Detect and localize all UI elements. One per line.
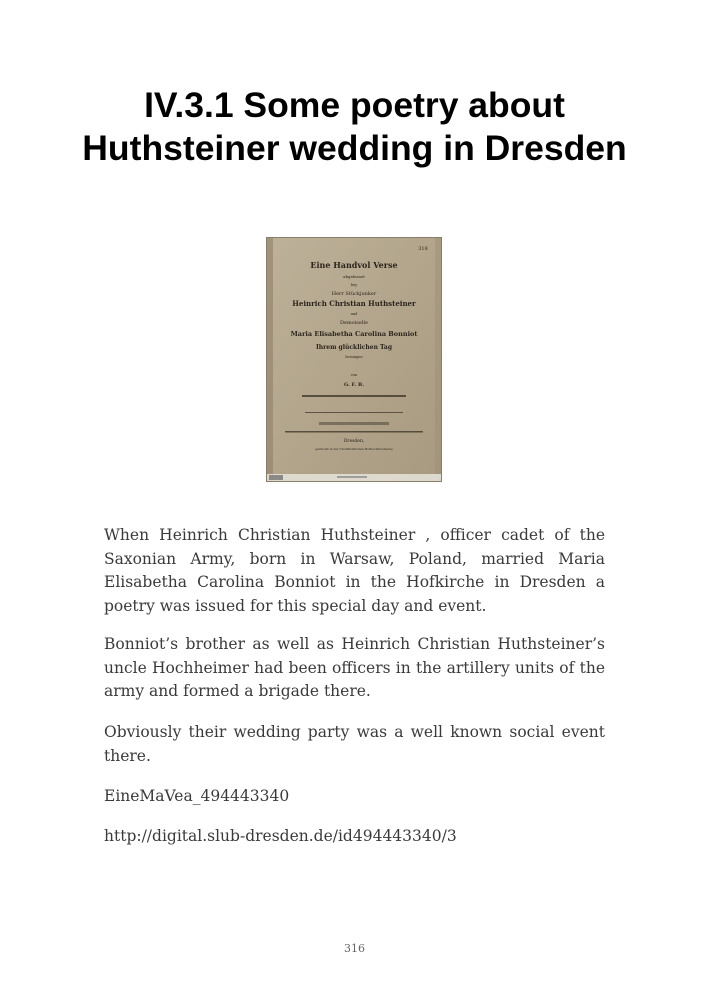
scan-line-4: Herr Stückjunker — [331, 291, 377, 297]
paragraph-reference-id: EineMaVea_494443340 — [104, 787, 290, 805]
scan-line-2: abgefasset — [343, 274, 365, 279]
scan-line-9: Ihrem glücklichen Tag — [315, 344, 393, 351]
source-link[interactable]: http://digital.slub-dresden.de/id494443340/3 — [104, 827, 457, 845]
paragraph-wedding-intro: When Heinrich Christian Huthsteiner , officer cadet of the Saxonian Army, born in Warsaw, Poland, married Maria Elisabetha Carolina Bonniot in the Hofkirche in Dresden a poetry was issued for this special day and event. — [104, 526, 605, 615]
scan-line-6: und — [350, 312, 358, 316]
paragraph-social-event: Obviously their wedding party was a well known social event there. — [104, 723, 605, 765]
scan-line-10: besungen — [345, 355, 363, 359]
paragraph-brigade: Bonniot’s brother as well as Heinrich Christian Huthsteiner’s uncle Hochheimer had been officers in the artillery units of the army and formed a brigade there. — [104, 635, 605, 700]
scan-line-8: Maria Elisabetha Carolina Bonniot — [290, 330, 418, 338]
scan-page-mark: 318 — [418, 246, 428, 252]
scanned-title-page-image — [266, 237, 442, 482]
scan-line-5: Heinrich Christian Huthsteiner — [292, 299, 416, 308]
scan-line-3: bey — [350, 283, 358, 287]
scan-line-7: Demoiselle — [339, 320, 369, 326]
page-title: IV.3.1 Some poetry about Huthsteiner wedding in Dresden — [82, 85, 627, 168]
scan-line-15: gedruckt in der Churfürstlichen Hofbuchdruckerey — [314, 447, 394, 451]
scan-line-14: Dresden, — [343, 439, 365, 444]
scan-line-12: von — [350, 373, 358, 377]
scan-line-1: Eine Handvol Verse — [310, 260, 398, 270]
page-number: 316 — [344, 942, 365, 955]
scan-line-13: G. F. B. — [343, 382, 365, 388]
